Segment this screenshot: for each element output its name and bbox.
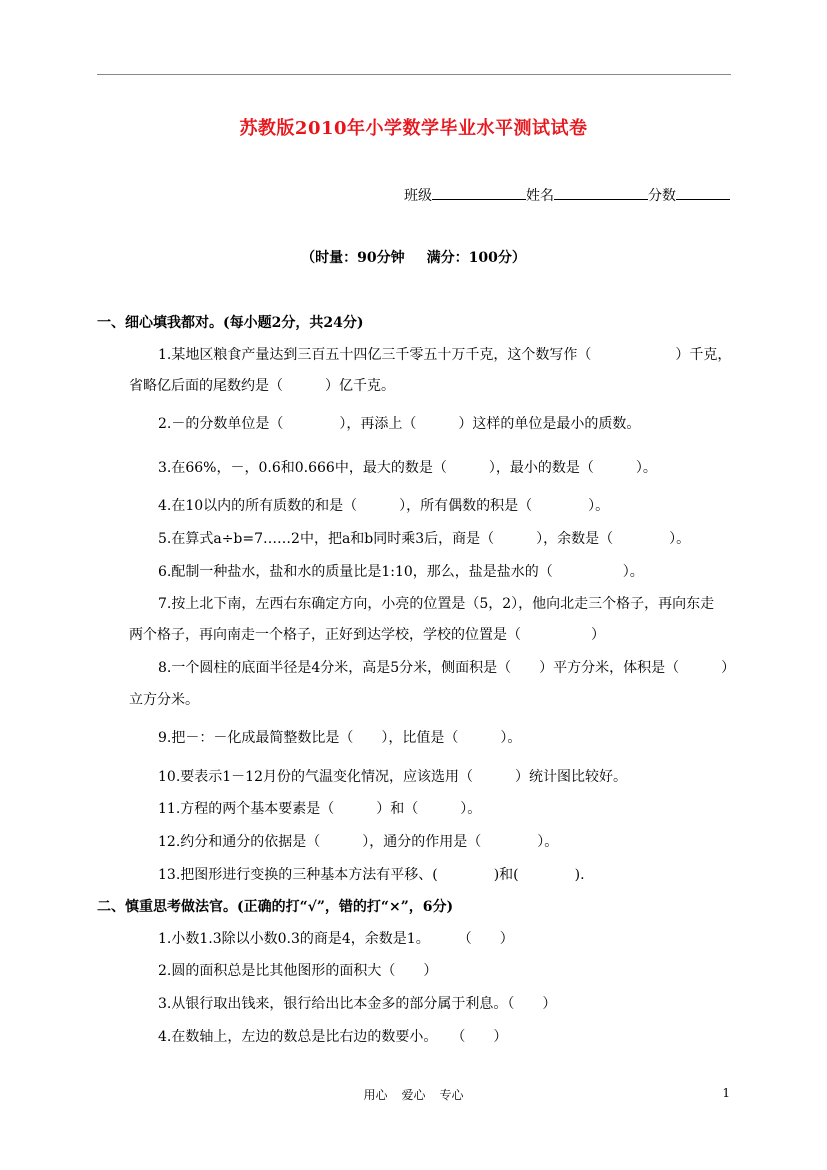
question-10: 10.要表示1－12月份的气温变化情况，应该选用（ ）统计图比较好。 — [158, 769, 627, 785]
question-13: 13.把图形进行变换的三种基本方法有平移、( )和( ). — [158, 867, 585, 883]
student-info-line — [404, 184, 730, 205]
question-8-line-1: 8.一个圆柱的底面半径是4分米，高是5分米，侧面积是（ ）平方分米，体积是（ ） — [158, 660, 736, 676]
class-label: 班级 — [404, 188, 432, 204]
exam-time-info — [0, 247, 827, 267]
score-blank — [676, 184, 730, 200]
class-blank — [432, 184, 526, 200]
footer-text-1: 用心 — [363, 1088, 388, 1102]
header-rule — [97, 74, 731, 75]
question-7-line-2: 两个格子，再向南走一个格子，正好到达学校，学校的位置是（ ） — [129, 627, 605, 643]
time-limit: （时量：90分钟 — [301, 250, 405, 266]
question-12: 12.约分和通分的依据是（ ），通分的作用是（ ）。 — [158, 834, 559, 850]
question-3: 3.在66%，－，0.6和0.666中，最大的数是（ ），最小的数是（ ）。 — [158, 460, 657, 476]
question-11: 11.方程的两个基本要素是（ ）和（ ）。 — [158, 801, 482, 817]
page-number: 1 — [722, 1086, 730, 1100]
judge-question-2: 2.圆的面积总是比其他图形的面积大（ ） — [158, 963, 438, 979]
full-score: 满分：100分） — [426, 250, 526, 266]
section-1-heading: 一、细心填我都对。(每小题2分，共24分) — [97, 315, 364, 331]
question-1-line-2: 省略亿后面的尾数约是（ ）亿千克。 — [129, 378, 395, 394]
footer-text-3: 专心 — [439, 1088, 464, 1102]
footer-text-2: 爱心 — [401, 1088, 426, 1102]
question-7-line-1: 7.按上北下南，左西右东确定方向，小亮的位置是（5，2），他向北走三个格子，再向东走 — [158, 596, 715, 612]
section-2-heading: 二、慎重思考做法官。(正确的打“√”，错的打“×”，6分) — [97, 899, 454, 915]
question-8-line-2: 立方分米。 — [129, 692, 199, 708]
score-label: 分数 — [648, 188, 676, 204]
question-5: 5.在算式a÷b=7……2中，把a和b同时乘3后，商是（ ），余数是（ ）。 — [158, 531, 691, 547]
judge-question-3: 3.从银行取出钱来，银行给出比本金多的部分属于利息。（ ） — [158, 996, 557, 1012]
question-2: 2.－的分数单位是（ ），再添上（ ）这样的单位是最小的质数。 — [158, 416, 641, 432]
judge-question-1: 1.小数1.3除以小数0.3的商是4，余数是1。 （ ） — [158, 931, 514, 947]
question-4: 4.在10以内的所有质数的和是（ ），所有偶数的积是（ ）。 — [158, 498, 610, 514]
page-title: 苏教版2010年小学数学毕业水平测试试卷 — [239, 118, 588, 139]
judge-question-4: 4.在数轴上，左边的数总是比右边的数要小。 （ ） — [158, 1029, 508, 1045]
name-label: 姓名 — [526, 188, 554, 204]
question-1-line-1: 1.某地区粮食产量达到三百五十四亿三千零五十万千克，这个数写作（ ）千克， — [158, 347, 732, 363]
question-9: 9.把－：－化成最简整数比是（ ），比值是（ ）。 — [158, 730, 522, 746]
question-6: 6.配制一种盐水，盐和水的质量比是1:10，那么，盐是盐水的（ ）。 — [158, 564, 644, 580]
page-footer — [0, 1086, 827, 1103]
name-blank — [554, 184, 648, 200]
